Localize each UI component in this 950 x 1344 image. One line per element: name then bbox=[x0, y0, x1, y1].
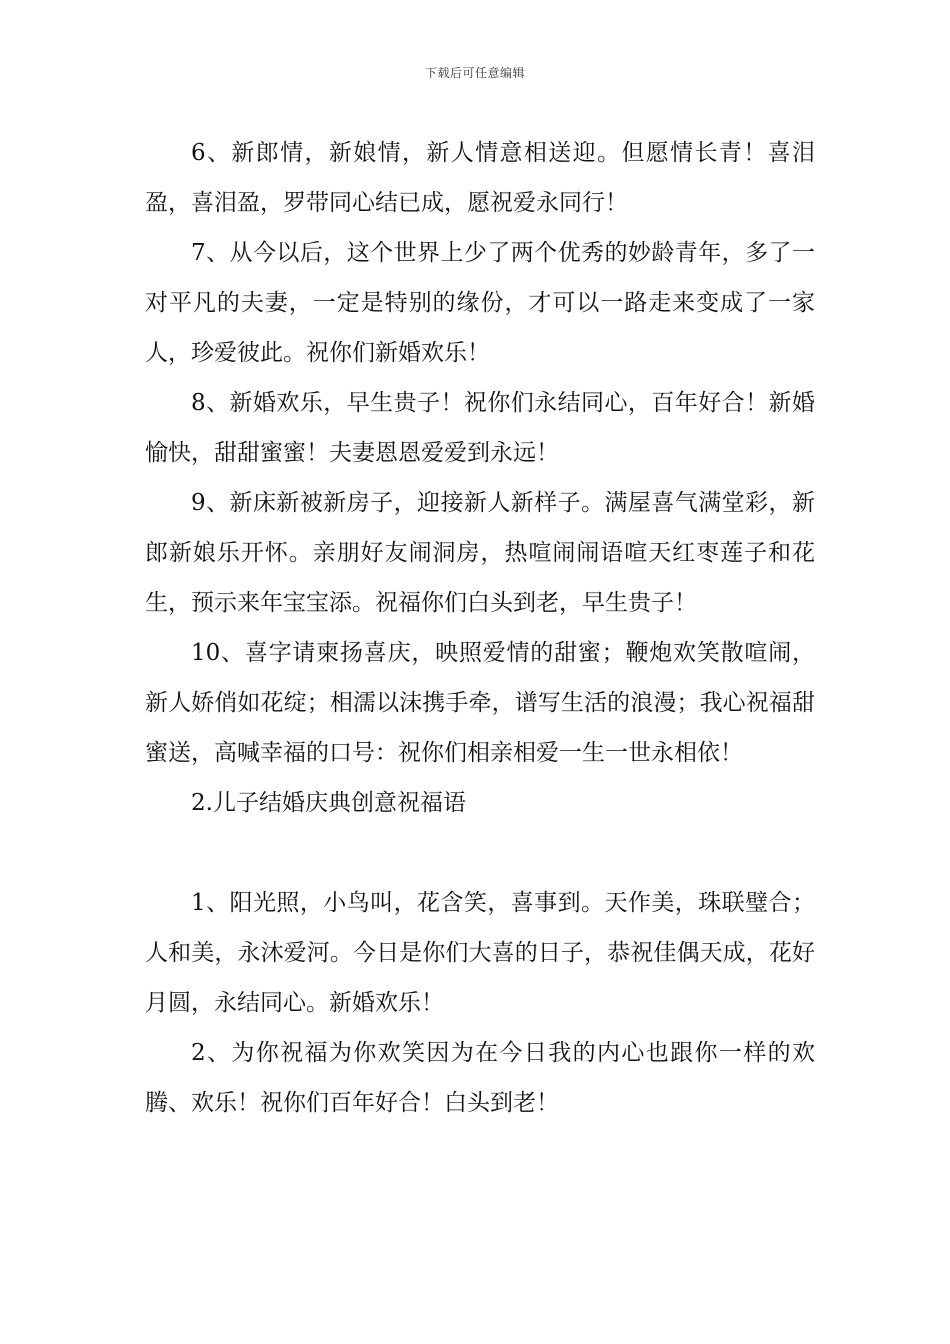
section-spacer bbox=[145, 828, 815, 878]
page-header: 下载后可任意编辑 bbox=[424, 66, 525, 80]
document-body bbox=[145, 128, 815, 1128]
paragraph-6: 6、新郎情，新娘情，新人情意相送迎。但愿情长青！喜泪盈，喜泪盈，罗带同心结已成，愿祝爱永同行！ bbox=[145, 140, 815, 216]
paragraph-7: 7、从今以后，这个世界上少了两个优秀的妙龄青年，多了一对平凡的夫妻，一定是特别的缘份，才可以一路走来变成了一家人，珍爱彼此。祝你们新婚欢乐！ bbox=[145, 240, 815, 366]
section-heading: 2.儿子结婚庆典创意祝福语 bbox=[191, 790, 466, 816]
paragraph-10: 10、喜字请柬扬喜庆，映照爱情的甜蜜；鞭炮欢笑散喧闹，新人娇俏如花绽；相濡以沫携手牵，谱写生活的浪漫；我心祝福甜蜜送，高喊幸福的口号：祝你们相亲相爱一生一世永相依！ bbox=[145, 640, 815, 766]
paragraph-s2-2: 2、为你祝福为你欢笑因为在今日我的内心也跟你一样的欢腾、欢乐！祝你们百年好合！白头到老！ bbox=[145, 1040, 815, 1116]
paragraph-9: 9、新床新被新房子，迎接新人新样子。满屋喜气满堂彩，新郎新娘乐开怀。亲朋好友闹洞房，热喧闹闹语喧天红枣莲子和花生，预示来年宝宝添。祝福你们白头到老，早生贵子！ bbox=[145, 490, 815, 616]
paragraph-s2-1: 1、阳光照，小鸟叫，花含笑，喜事到。天作美，珠联璧合；人和美，永沐爱河。今日是你们大喜的日子，恭祝佳偶天成，花好月圆，永结同心。新婚欢乐！ bbox=[145, 890, 815, 1016]
paragraph-8: 8、新婚欢乐，早生贵子！祝你们永结同心，百年好合！新婚愉快，甜甜蜜蜜！夫妻恩恩爱爱到永远！ bbox=[145, 390, 815, 466]
